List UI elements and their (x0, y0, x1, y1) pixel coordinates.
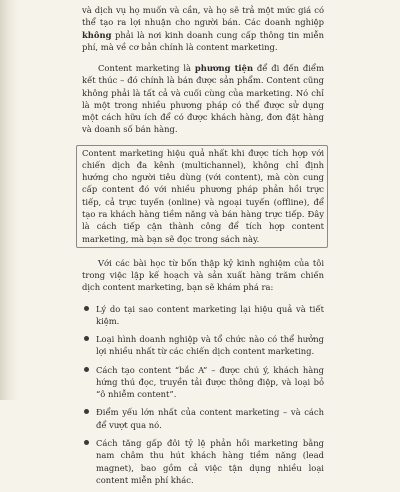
list-item (82, 364, 324, 401)
paragraph-1: và dịch vụ họ muốn và cần, và họ sẽ trả một mức giá có thể tạo ra lợi nhuận cho người bán. Các doanh nghiệp không phải là nơi kinh doanh cung cấp thông tin miễn phí, mà về cơ bản chính là content marketing. (82, 5, 324, 52)
list-item-text: Loại hình doanh nghiệp và tổ chức nào có thể hưởng lợi nhiều nhất từ các chiến dịch content marketing. (96, 334, 324, 357)
paragraph-3-boxed (76, 145, 328, 248)
paragraph-3-text: Content marketing hiệu quả nhất khi được tích hợp với chiến dịch đa kênh (multichannel), không chỉ định hướng cho người tiêu dùng (với content), mà còn cung cấp content đó với nhiều phương pháp phản hồi trực tiếp, cả trực tuyến (online) và ngoại tuyến (offline), để tạo ra khách hàng tiềm năng và bán hàng trực tiếp. Đây là cách tiếp cận thành công để tích hợp content marketing, mà bạn sẽ đọc trong sách này. (82, 147, 324, 244)
bullet-icon (84, 440, 89, 445)
bullet-icon (84, 336, 89, 341)
list-item (82, 406, 324, 431)
book-page (82, 4, 324, 492)
list-item-text: Lý do tại sao content marketing lại hiệu quả và tiết kiệm. (96, 303, 324, 326)
list-item (82, 303, 324, 328)
list-item-text: Cách tạo content “bắc A” – được chú ý, khách hàng hứng thú đọc, truyền tải được thông điệp, và loại bỏ “ô nhiễm content”. (96, 364, 324, 400)
bullet-list (82, 303, 324, 486)
bullet-icon (84, 409, 89, 414)
bullet-icon (84, 306, 89, 311)
book-spine-shadow (0, 0, 18, 400)
paragraph-4: Với các bài học từ bốn thập kỷ kinh nghiệm của tôi trong việc lập kế hoạch và sản xuất hàng trăm chiến dịch content marketing, bạn sẽ khám phá ra: (82, 257, 324, 293)
bullet-icon (84, 367, 89, 372)
list-item (82, 437, 324, 486)
list-item-text: Cách tăng gấp đôi tỷ lệ phản hồi marketing bằng nam châm thu hút khách hàng tiềm năng (lead magnet), bao gồm cả việc tận dụng nhiều loại content miễn phí khác. (96, 437, 324, 485)
paragraph-2: Content marketing là phương tiện để đi đến điểm kết thúc – đó chính là bán được sản phẩm. Content cũng không phải là tất cả và cuối cùng của marketing. Nó chỉ là một trong nhiều phương pháp có thể được sử dụng một cách hữu ích để có được khách hàng, đơn đặt hàng và doanh số bán hàng. (82, 63, 325, 135)
list-item (82, 333, 324, 358)
list-item-text: Điểm yếu lớn nhất của content marketing – và cách để vượt qua nó. (96, 407, 324, 430)
